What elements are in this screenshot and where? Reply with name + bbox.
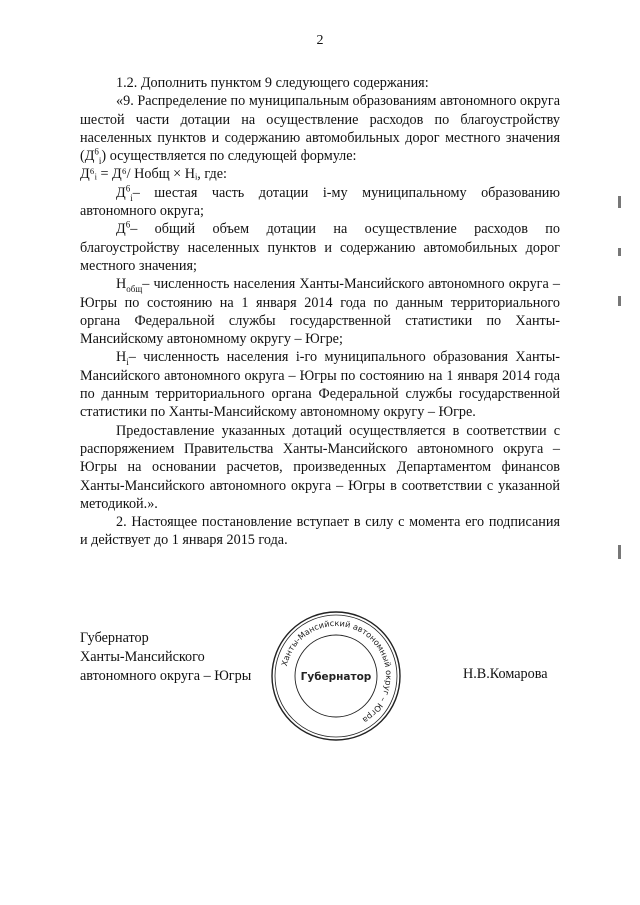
scan-artifact: [618, 296, 621, 306]
paragraph-amendment: 1.2. Дополнить пунктом 9 следующего содержания:: [116, 75, 429, 91]
superscript: 6: [125, 183, 131, 194]
official-seal: [268, 608, 404, 744]
text: – шестая часть дотации i-му муниципальному образованию автономного округа;: [80, 184, 560, 220]
seal-center-text: Губернатор: [300, 671, 372, 683]
paragraph-item-9: [80, 92, 560, 165]
symbol: Д: [116, 184, 126, 201]
definition-h-total: [80, 275, 560, 348]
definition-hi: [80, 348, 560, 421]
subscript: i: [130, 192, 133, 203]
document-body: [80, 74, 560, 550]
scan-artifact: [618, 248, 621, 256]
seal-ring-text: Ханты-Мансийский автономный округ – Югра: [279, 617, 395, 726]
superscript: 6: [94, 146, 99, 157]
subscript: i: [126, 357, 129, 368]
signatory-line-2: Ханты-Мансийского: [80, 649, 205, 665]
paragraph-provision: Предоставление указанных дотаций осуществляется в соответствии с распоряжением Правительства Ханты-Мансийского автономного округа – Югры на основании расчетов, произведенных Департаментом финансов Ханты-Мансийского автономного округа – Югры в соответствии с указанной методикой.».: [80, 422, 560, 512]
signatory-name: Н.В.Комарова: [463, 666, 548, 682]
symbol: Д: [116, 221, 126, 238]
paragraph-effective-date: 2. Настоящее постановление вступает в силу с момента его подписания и действует до 1 января 2015 года.: [80, 514, 560, 549]
signatory-line-3: автономного округа – Югры: [80, 668, 252, 684]
symbol: H: [116, 276, 127, 293]
definition-d6: [80, 220, 560, 275]
subscript: i: [98, 156, 102, 167]
text: – численность населения Ханты-Мансийского автономного округа – Югры по состоянию на 1 января 2014 года по данным территориального органа Федеральной службы государственной статистики по Ханты-Мансийскому автономному округу – Югре;: [80, 276, 560, 348]
formula: Д⁶ᵢ = Д⁶/ Hобщ × Hᵢ, где:: [80, 166, 227, 183]
text: – общий объем дотации на осуществление расходов по благоустройству населенных пунктов и содержанию автомобильных дорог местного значения;: [80, 221, 560, 274]
superscript: 6: [125, 219, 131, 230]
signatory-line-1: Губернатор: [80, 630, 149, 646]
text: – численность населения i-го муниципального образования Ханты-Мансийского автономного округа – Югры по состоянию на 1 января 2014 года по данным территориального органа Федеральной службы государственной статистики по Ханты-Мансийскому автономному округу – Югре.: [80, 349, 560, 421]
text: ) осуществляется по следующей формуле:: [101, 148, 357, 165]
text: «9. Распределение по муниципальным образованиям автономного округа шестой части дотации на осуществление расходов по благоустройству населенных пунктов и содержанию автомобильных дорог местного значения (Д: [80, 93, 560, 165]
scan-artifact: [618, 545, 621, 559]
scan-artifact: [618, 196, 621, 208]
definition-d6i: [80, 184, 560, 221]
symbol: H: [116, 349, 127, 366]
signatory-title: [80, 629, 251, 686]
subscript: общ: [126, 284, 143, 295]
page-number: 2: [316, 33, 324, 48]
